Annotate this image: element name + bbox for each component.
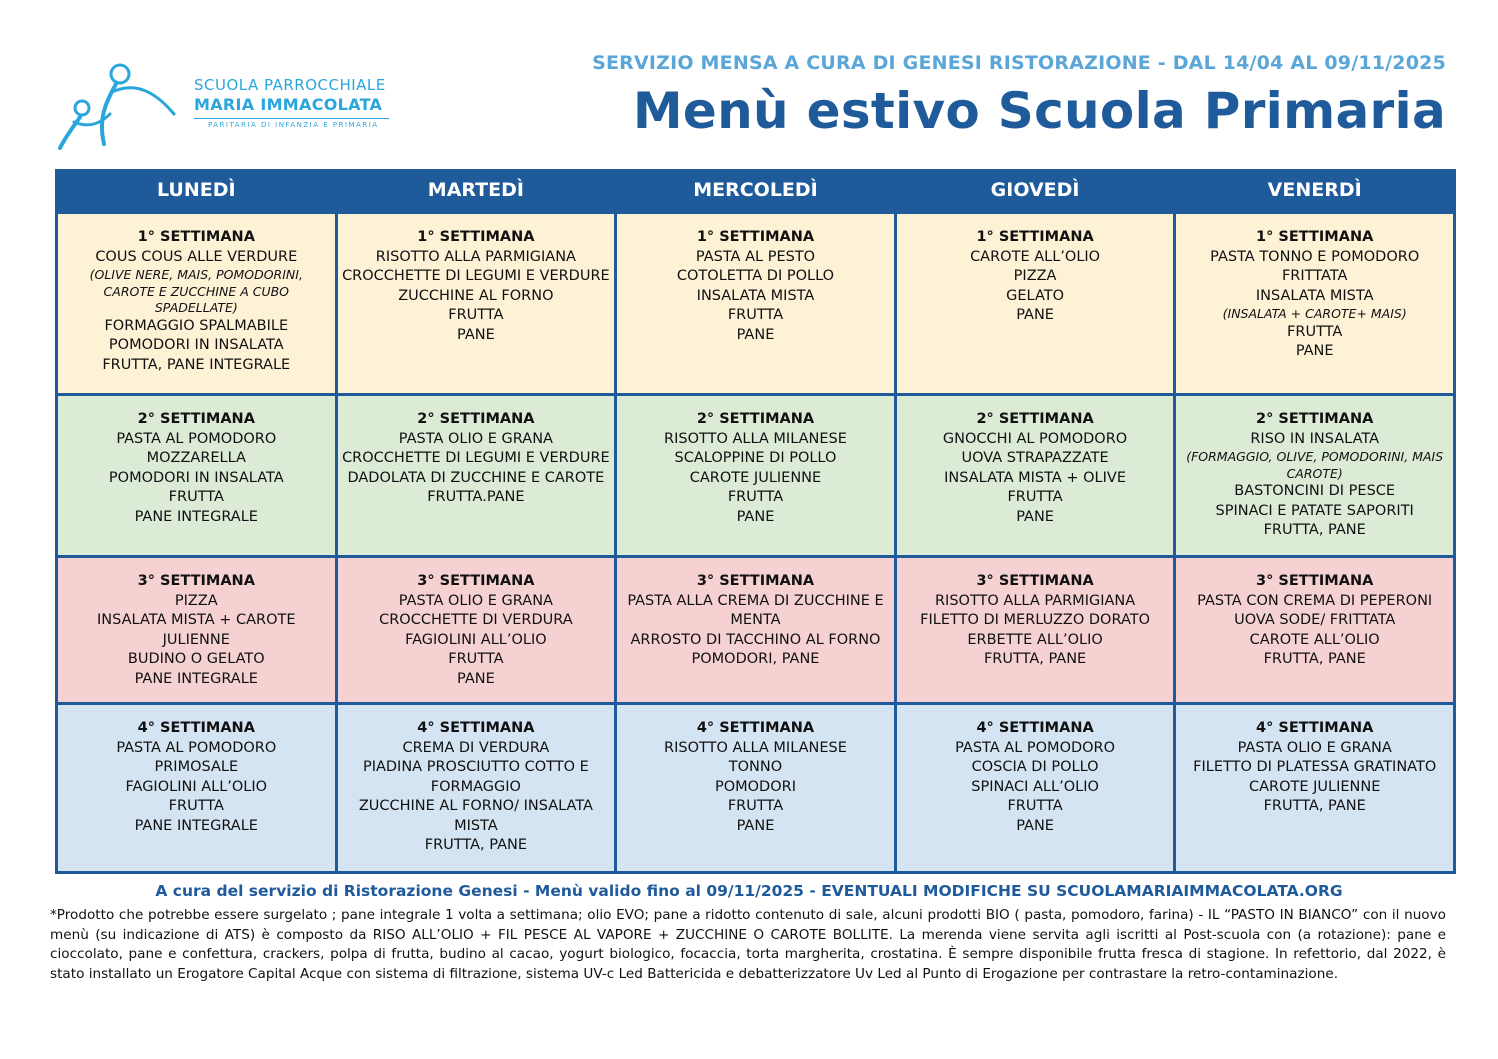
menu-item-note: (FORMAGGIO, OLIVE, POMODORINI, MAIS CAROTE) [1186,449,1444,481]
menu-item: COTOLETTA DI POLLO [676,268,835,284]
week-label: 2° SETTIMANA [417,411,535,427]
menu-item: ARROSTO DI TACCHINO AL FORNO [630,631,881,648]
menu-item: ERBETTE ALL’OLIO [967,631,1103,648]
week-label: 4° SETTIMANA [976,720,1094,736]
logo-line-2: MARIA IMMACOLATA [194,95,383,114]
menu-item: PANE [1016,508,1054,525]
week-label: 4° SETTIMANA [696,720,815,736]
menu-item: BUDINO O GELATO [127,651,265,667]
menu-item: PANE [1016,817,1054,834]
week-row-3 [57,557,1455,704]
menu-item: PASTA AL PESTO [695,248,816,265]
week-label: 4° SETTIMANA [417,720,535,736]
menu-item: FRUTTA, PANE INTEGRALE [102,356,291,373]
header-subtitle: SERVIZIO MENSA A CURA DI GENESI RISTORAZIONE - DAL 14/04 AL 09/11/2025 [592,52,1446,74]
menu-item: FRUTTA [448,307,504,323]
menu-item: FILETTO DI PLATESSA GRATINATO [1193,759,1437,775]
day-header-friday: VENERDÌ [1175,169,1455,213]
menu-cell-week4-friday [1175,704,1455,873]
week-label: 1° SETTIMANA [976,229,1094,245]
menu-cell-week1-wednesday [616,213,896,395]
menu-item: FRUTTA [1007,489,1063,505]
menu-item: FRUTTA, PANE [1263,798,1366,814]
menu-item: COSCIA DI POLLO [971,759,1099,775]
menu-item: CAROTE JULIENNE [1248,778,1381,795]
menu-item: CAROTE JULIENNE [689,469,822,486]
menu-cell-week2-thursday [895,395,1175,557]
menu-item-note: (OLIVE NERE, MAIS, POMODORINI, CAROTE E ZUCCHINE A CUBO SPADELLATE) [89,267,303,315]
menu-cell-week1-thursday [895,213,1175,395]
menu-cell-week3-tuesday [336,557,616,704]
menu-item: SPINACI E PATATE SAPORITI [1215,502,1414,519]
week-label: 3° SETTIMANA [696,573,815,589]
menu-item: CREMA DI VERDURA [402,739,550,756]
menu-item: PASTA AL POMODORO [116,430,277,447]
menu-item: FRUTTA [727,798,784,814]
menu-cell-week3-friday [1175,557,1455,704]
menu-item: PASTA CON CREMA DI PEPERONI [1197,592,1433,609]
logo-divider [194,118,389,119]
menu-item: CROCCHETTE DI LEGUMI E VERDURE [342,450,610,466]
menu-item: PASTA OLIO E GRANA [398,592,553,609]
menu-item: CAROTE ALL’OLIO [970,248,1101,265]
menu-item: POMODORI, PANE [691,651,820,667]
menu-item: PIZZA [1013,268,1057,284]
menu-item: CAROTE ALL’OLIO [1249,631,1380,648]
menu-item: DADOLATA DI ZUCCHINE E CAROTE [347,469,605,486]
day-header-thursday: GIOVEDÌ [895,169,1175,213]
footer-notes: *Prodotto che potrebbe essere surgelato ; pane integrale 1 volta a settimana; olio EVO; pane a ridotto contenuto di sale, alcuni prodotti BIO ( pasta, pomodoro, farina) - IL “PASTO IN BIANCO” con il nuovo menù (su indicazione di ATS) è composto da RISO ALL’OLIO + FIL PESCE AL VAPORE + ZUCCHINE O CAROTE BOLLITE. La merenda viene servita agli iscritti al Post-scuola con (a rotazione): pane e cioccolato, pane e confettura, crackers, polpa di frutta, budino al cacao, yogurt biologico, focaccia, torta margherita, crostatina. È sempre disponibile frutta fresca di stagione. In refettorio, dal 2022, è stato installato un Erogatore Capital Acque con sistema di filtrazione, sistema UV-c Led Battericida e debatterizzatore Uv Led al Punto di Erogazione per contrastare la retro-contaminazione. [50,907,1446,982]
menu-item: FAGIOLINI ALL’OLIO [405,631,547,648]
menu-item: PASTA OLIO E GRANA [398,430,553,447]
menu-item: RISOTTO ALLA PARMIGIANA [934,592,1136,609]
menu-cell-week3-monday [57,557,337,704]
logo-line-1: SCUOLA PARROCCHIALE [194,76,386,94]
menu-item: FRUTTA.PANE [427,489,525,505]
menu-item: FRUTTA, PANE [983,651,1087,667]
menu-item: PANE [1295,343,1334,359]
menu-item: PANE INTEGRALE [134,817,258,834]
menu-item: PASTA AL POMODORO [955,739,1116,756]
week-label: 2° SETTIMANA [137,411,255,427]
menu-cell-week1-friday [1175,213,1455,395]
menu-item: RISOTTO ALLA MILANESE [664,739,847,756]
menu-cell-week2-wednesday [616,395,896,557]
menu-item: SCALOPPINE DI POLLO [674,450,837,466]
menu-item: SPINACI ALL’OLIO [971,778,1099,795]
menu-item: TONNO [728,759,783,775]
menu-item-note: (INSALATA + CAROTE+ MAIS) [1222,306,1407,321]
week-label: 4° SETTIMANA [137,720,255,736]
menu-item: FILETTO DI MERLUZZO DORATO [920,612,1151,628]
week-row-2 [57,395,1455,557]
page-title: Menù estivo Scuola Primaria [632,82,1446,140]
menu-cell-week4-monday [57,704,337,873]
day-header-wednesday: MERCOLEDÌ [616,169,896,213]
menu-cell-week2-friday [1175,395,1455,557]
day-header-tuesday: MARTEDÌ [336,169,616,213]
menu-item: FRUTTA [168,489,224,505]
menu-item: RISOTTO ALLA MILANESE [664,430,847,447]
menu-item: RISOTTO ALLA PARMIGIANA [375,248,576,265]
menu-item: POMODORI [714,778,796,795]
school-logo [54,58,399,150]
menu-item: FRUTTA [1287,323,1343,340]
menu-cell-week2-monday [57,395,337,557]
menu-item: PANE [457,670,495,687]
menu-item: CROCCHETTE DI VERDURA [379,612,573,628]
menu-item: UOVA SODE/ FRITTATA [1234,612,1396,628]
week-label: 1° SETTIMANA [1256,229,1374,245]
week-label: 3° SETTIMANA [417,573,535,589]
menu-item: PRIMOSALE [154,759,239,775]
menu-item: POMODORI IN INSALATA [108,469,284,486]
week-row-1 [57,213,1455,395]
week-label: 2° SETTIMANA [1256,411,1374,427]
menu-item: RISO IN INSALATA [1250,430,1380,447]
week-label: 2° SETTIMANA [696,411,815,427]
menu-item: PANE [736,326,775,343]
menu-item: FRUTTA, PANE [424,837,528,853]
menu-item: FRUTTA [1007,798,1063,814]
menu-cell-week2-tuesday [336,395,616,557]
menu-item: FRUTTA [727,307,784,323]
menu-item: CROCCHETTE DI LEGUMI E VERDURE [342,268,610,284]
week-label: 1° SETTIMANA [696,229,815,245]
menu-item: FRUTTA [168,798,224,814]
menu-item: PANE [736,508,775,525]
menu-item: FRUTTA, PANE [1263,651,1366,667]
menu-table [55,169,1456,874]
menu-item: PANE INTEGRALE [134,508,258,525]
menu-item: FAGIOLINI ALL’OLIO [125,778,268,795]
menu-cell-week4-tuesday [336,704,616,873]
running-figures-icon [54,62,179,152]
day-header-monday: LUNEDÌ [57,169,337,213]
menu-item: PASTA AL POMODORO [116,739,277,756]
menu-item: INSALATA MISTA [1255,287,1374,304]
menu-cell-week4-wednesday [616,704,896,873]
menu-item: BASTONCINI DI PESCE [1234,483,1396,499]
week-label: 2° SETTIMANA [976,411,1094,427]
menu-item: POMODORI IN INSALATA [108,337,284,353]
menu-item: INSALATA MISTA + OLIVE [944,469,1126,486]
menu-item: ZUCCHINE AL FORNO/ INSALATA MISTA [358,798,593,834]
menu-item: PANE [457,326,495,343]
menu-item: FRUTTA [727,489,784,505]
menu-item: GELATO [1006,287,1065,304]
menu-item: PIZZA [174,592,218,609]
menu-cell-week1-tuesday [336,213,616,395]
menu-item: FRUTTA [448,651,504,667]
day-header-row [57,169,1455,213]
footer-title: A cura del servizio di Ristorazione Genesi - Menù valido fino al 09/11/2025 - EVENTUALI MODIFICHE SU SCUOLAMARIAIMMACOLATA.ORG [155,882,1343,900]
menu-item: PIADINA PROSCIUTTO COTTO E FORMAGGIO [362,759,589,795]
menu-cell-week4-thursday [895,704,1175,873]
menu-item: FRUTTA, PANE [1263,522,1366,538]
menu-item: FORMAGGIO SPALMABILE [104,317,289,334]
menu-item: PASTA TONNO E POMODORO [1210,248,1420,265]
menu-item: PANE [1016,307,1054,323]
week-label: 3° SETTIMANA [1256,573,1374,589]
menu-item: PANE [736,817,775,834]
menu-item: PANE INTEGRALE [134,670,258,687]
menu-item: PASTA ALLA CREMA DI ZUCCHINE E MENTA [627,592,884,628]
menu-item: MOZZARELLA [146,450,246,466]
menu-item: FRITTATA [1281,268,1348,284]
week-label: 4° SETTIMANA [1256,720,1374,736]
week-label: 3° SETTIMANA [976,573,1094,589]
week-label: 3° SETTIMANA [137,573,255,589]
menu-cell-week3-wednesday [616,557,896,704]
week-row-4 [57,704,1455,873]
menu-cell-week1-monday [57,213,337,395]
menu-item: GNOCCHI AL POMODORO [942,430,1128,447]
menu-item: INSALATA MISTA [696,287,815,304]
menu-item: PASTA OLIO E GRANA [1237,739,1392,756]
menu-item: ZUCCHINE AL FORNO [398,287,554,304]
menu-item: UOVA STRAPAZZATE [961,450,1109,466]
menu-item: INSALATA MISTA + CAROTE JULIENNE [97,612,296,648]
logo-line-3: PARITARIA DI INFANZIA E PRIMARIA [208,121,379,129]
menu-item: COUS COUS ALLE VERDURE [95,248,298,265]
week-label: 1° SETTIMANA [137,229,255,245]
menu-cell-week3-thursday [895,557,1175,704]
week-label: 1° SETTIMANA [417,229,535,245]
